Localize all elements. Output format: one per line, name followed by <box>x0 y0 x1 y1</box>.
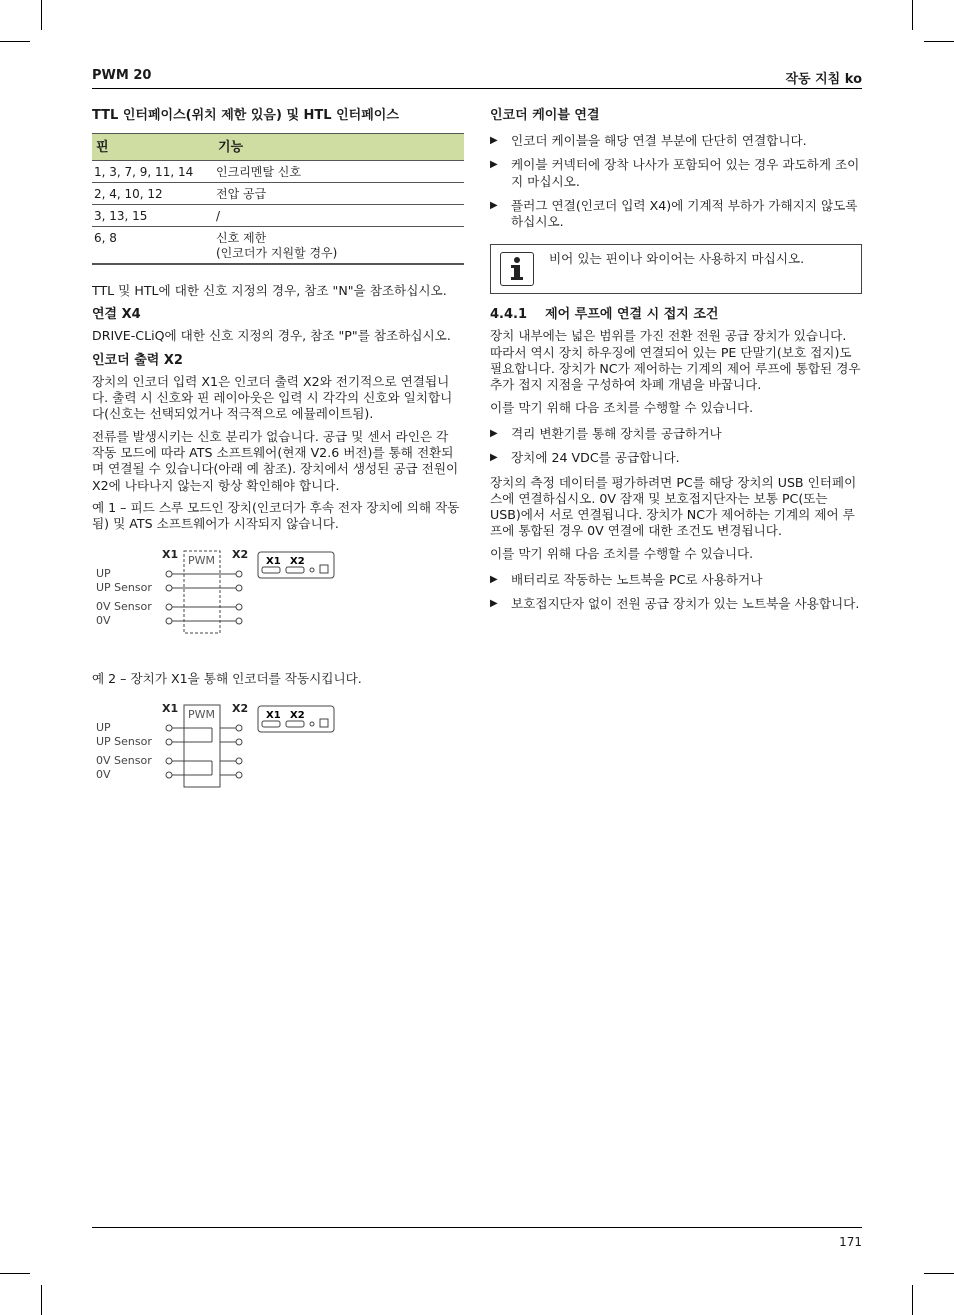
line-label: 0V Sensor <box>96 753 152 767</box>
bullet-arrow-icon: ▶ <box>490 159 498 171</box>
table-header-function: 기능 <box>214 134 464 161</box>
bullet-arrow-icon: ▶ <box>490 199 498 211</box>
info-icon <box>500 252 534 286</box>
diagram-svg <box>92 547 464 657</box>
label-x1: X1 <box>162 547 179 561</box>
right-column <box>490 107 862 621</box>
crop-mark <box>924 1273 954 1274</box>
info-text: 비어 있는 핀이나 와이어는 사용하지 마십시오. <box>549 251 805 267</box>
header-product: PWM 20 <box>92 68 152 83</box>
example-1-text: 예 1 – 피드 스루 모드인 장치(인코더가 후속 전자 장치에 의해 작동됨) 및 ATS 소프트웨어가 시작되지 않습니다. <box>92 499 460 532</box>
table-row <box>92 183 464 205</box>
header-section: 작동 지침 ko <box>785 72 862 87</box>
line-label: UP Sensor <box>96 580 152 594</box>
wiring-diagram-2 <box>92 701 464 811</box>
connector-x2-label: X2 <box>290 709 305 721</box>
list-item: ▶ 인코더 케이블을 해당 연결 부분에 단단히 연결합니다. <box>490 133 807 148</box>
label-pwm: PWM <box>188 707 216 721</box>
line-label: 0V Sensor <box>96 599 152 613</box>
connector-x1-label: X1 <box>266 709 281 721</box>
table-row <box>92 227 464 265</box>
cable-list <box>490 133 862 230</box>
ttl-note: TTL 및 HTL에 대한 신호 지정의 경우, 참조 "N"을 참조하십시오. <box>92 283 447 299</box>
grounding-paragraph-4: 이를 막기 위해 다음 조치를 수행할 수 있습니다. <box>490 545 754 561</box>
list-item: ▶ 보호접지단자 없이 전원 공급 장치가 있는 노트북을 사용합니다. <box>490 596 860 612</box>
label-x1: X1 <box>162 701 179 715</box>
left-column <box>92 107 464 825</box>
table-cell: 신호 제한 (인코더가 지원할 경우) <box>214 227 464 265</box>
label-x2: X2 <box>232 701 249 715</box>
table-row <box>92 161 464 183</box>
line-label: UP Sensor <box>96 734 152 748</box>
list-item: ▶ 플러그 연결(인코더 입력 X4)에 기계적 부하가 가해지지 않도록 하십시오. <box>490 197 858 230</box>
x4-text: DRIVE-CLiQ에 대한 신호 지정의 경우, 참조 "P"를 참조하십시오. <box>92 327 451 343</box>
list-item: ▶ 장치에 24 VDC를 공급합니다. <box>490 450 680 466</box>
page-number: 171 <box>839 1235 862 1249</box>
measures-list-1 <box>490 426 862 467</box>
crop-mark <box>912 0 913 30</box>
footer-divider <box>92 1227 862 1228</box>
grounding-paragraph-3: 장치의 측정 데이터를 평가하려면 PC를 해당 장치의 USB 인터페이스에 연결하십시오. 0V 잠재 및 보호접지단자는 보통 PC(또는 USB)에서 서로 연결됩니다. 장치가 NC가 제어하는 기계의 제어 루프에 통합된 경우 0V 연결에 대한 조건도 변경됩니다. <box>490 474 857 539</box>
table-cell: 전압 공급 <box>214 183 464 205</box>
crop-mark <box>0 1273 30 1274</box>
bullet-arrow-icon: ▶ <box>490 427 498 439</box>
connector-x2-label: X2 <box>290 555 305 567</box>
pin-table <box>92 133 464 265</box>
table-cell: 1, 3, 7, 9, 11, 14 <box>92 161 214 183</box>
line-label: 0V <box>96 767 111 781</box>
page-header <box>92 68 862 89</box>
info-box <box>490 244 862 294</box>
section-title: 제어 루프에 연결 시 접지 조건 <box>545 307 719 323</box>
table-cell: 2, 4, 10, 12 <box>92 183 214 205</box>
x2-paragraph-1: 장치의 인코더 입력 X1은 인코더 출력 X2와 전기적으로 연결됩니다. 출력 시 신호와 핀 레이아웃은 입력 시 각각의 신호와 일치합니다(신호는 선택되었거나 적극적으로 에뮬레이트됨). <box>92 373 453 422</box>
crop-mark <box>912 1285 913 1315</box>
grounding-paragraph-2: 이를 막기 위해 다음 조치를 수행할 수 있습니다. <box>490 399 754 415</box>
label-pwm: PWM <box>188 553 216 567</box>
x2-heading: 인코더 출력 X2 <box>92 352 183 368</box>
table-cell: 인크리멘탈 신호 <box>214 161 464 183</box>
measures-list-2 <box>490 572 862 613</box>
crop-mark <box>41 0 42 30</box>
section-number: 4.4.1 <box>490 307 528 323</box>
table-row <box>92 205 464 227</box>
table-header-pin: 핀 <box>92 134 214 161</box>
example-2-text: 예 2 – 장치가 X1을 통해 인코더를 작동시킵니다. <box>92 670 362 686</box>
line-label: 0V <box>96 613 111 627</box>
label-x2: X2 <box>232 547 249 561</box>
bullet-arrow-icon: ▶ <box>490 574 498 586</box>
connector-x1-label: X1 <box>266 555 281 567</box>
diagram-svg <box>92 701 464 811</box>
wiring-diagram-1 <box>92 547 464 657</box>
table-cell: 3, 13, 15 <box>92 205 214 227</box>
x4-heading: 연결 X4 <box>92 306 141 322</box>
cable-heading: 인코더 케이블 연결 <box>490 108 600 123</box>
line-label: UP <box>96 566 111 580</box>
crop-mark <box>0 41 30 42</box>
table-heading: TTL 인터페이스(위치 제한 있음) 및 HTL 인터페이스 <box>92 108 399 123</box>
section-heading <box>490 306 862 324</box>
grounding-paragraph-1: 장치 내부에는 넓은 범위를 가진 전환 전원 공급 장치가 있습니다. 따라서 역시 장치 하우징에 연결되어 있는 PE 단말기(보호 접지)도 필요합니다. 장치가 NC가 제어하는 기계의 제어 루프에 통합된 경우 추가 접지 지점을 구성하여 차폐 개념을 바꿉니다. <box>490 328 861 393</box>
x2-paragraph-2: 전류를 발생시키는 신호 분리가 없습니다. 공급 및 센서 라인은 각 작동 모드에 따라 ATS 소프트웨어(현재 V2.6 버전)를 통해 전환되며 연결될 수 있습니다(아래 예 참조). 장치에서 생성된 공급 전원이 X2에 나타나지 않는지 항상 확인해야 합니다. <box>92 428 459 493</box>
bullet-arrow-icon: ▶ <box>490 135 498 146</box>
list-item: ▶ 배터리로 작동하는 노트북을 PC로 사용하거나 <box>490 572 763 588</box>
line-label: UP <box>96 720 111 734</box>
crop-mark <box>41 1285 42 1315</box>
list-item: ▶ 격리 변환기를 통해 장치를 공급하거나 <box>490 425 722 441</box>
table-cell: / <box>214 205 464 227</box>
table-header-row <box>92 134 464 161</box>
list-item: ▶ 케이블 커넥터에 장착 나사가 포함되어 있는 경우 과도하게 조이지 마십시오. <box>490 157 860 189</box>
crop-mark <box>924 41 954 42</box>
bullet-arrow-icon: ▶ <box>490 598 498 610</box>
table-cell: 6, 8 <box>92 227 214 265</box>
bullet-arrow-icon: ▶ <box>490 452 498 464</box>
